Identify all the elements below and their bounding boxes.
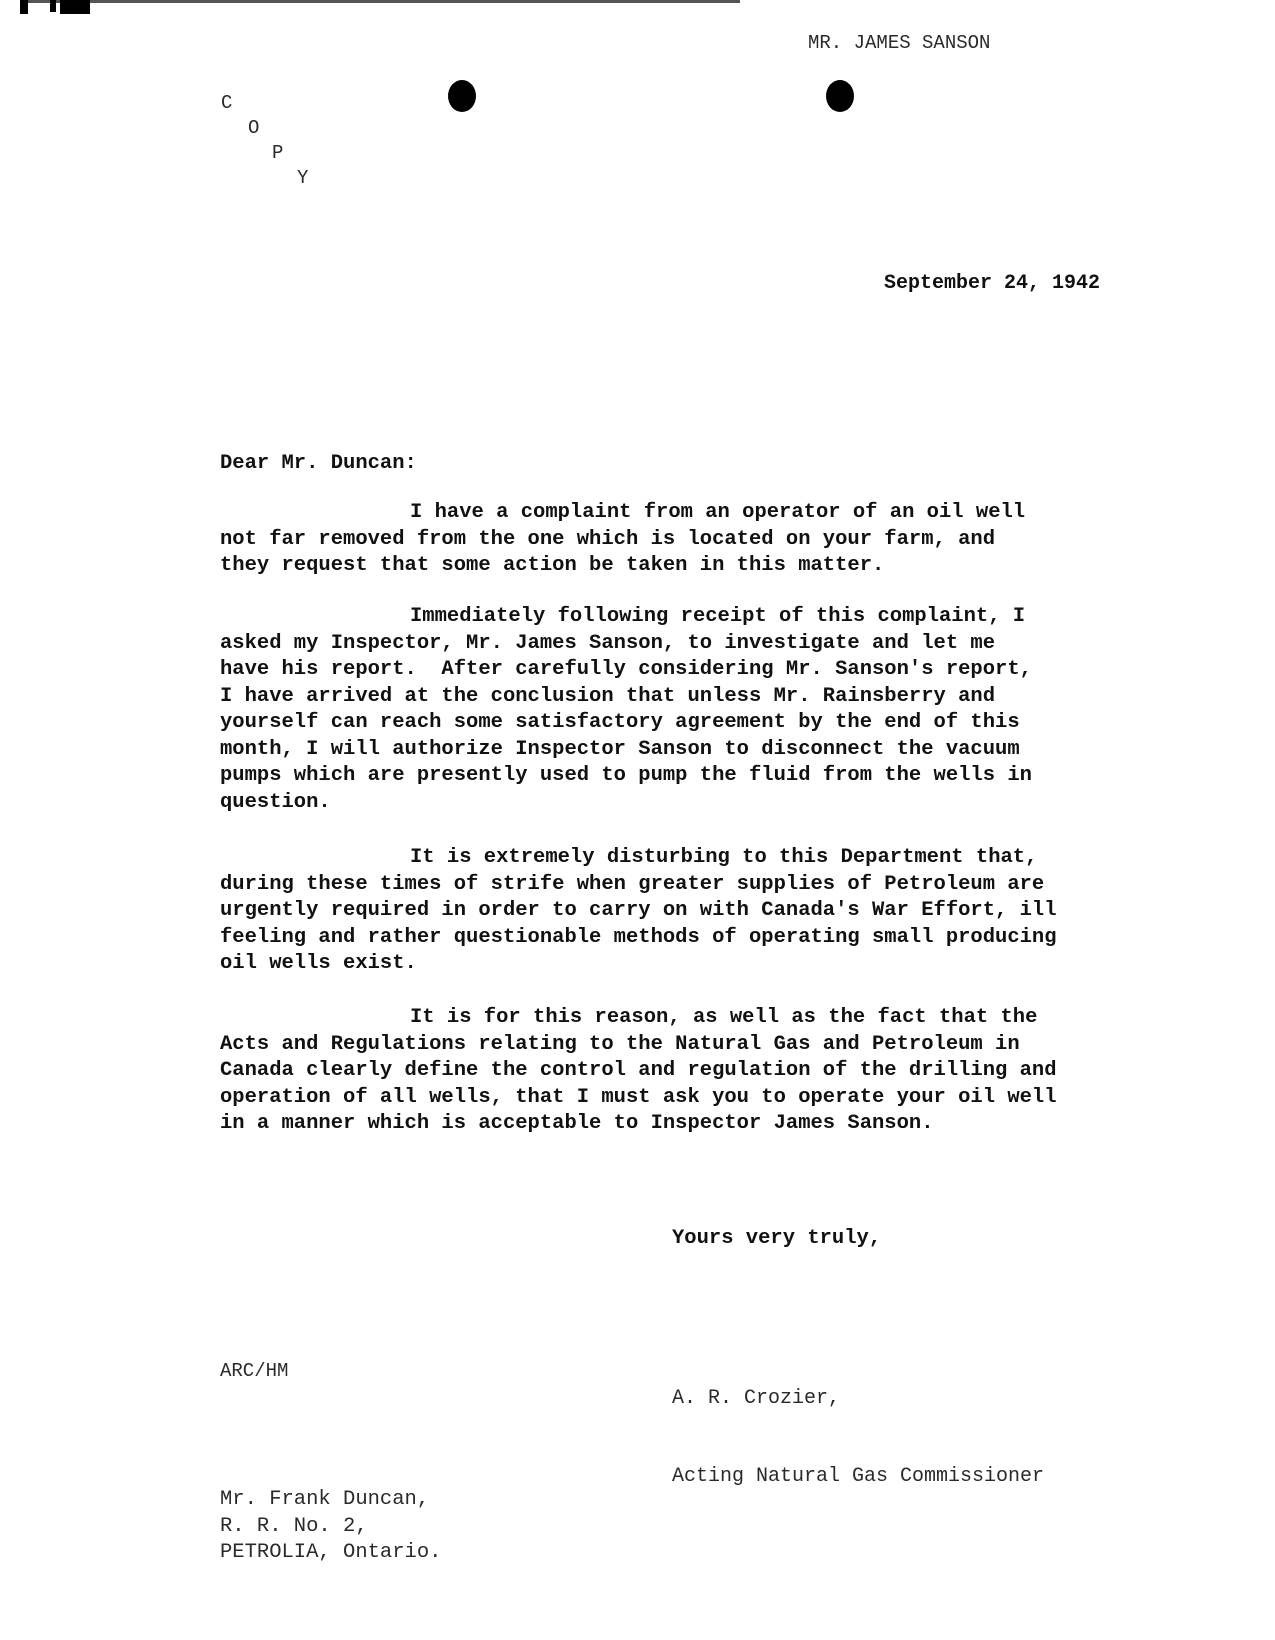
- paragraph-line: Immediately following receipt of this complaint, I: [410, 605, 1026, 628]
- address-line: R. R. No. 2,: [220, 1514, 368, 1538]
- paragraph-line: Canada clearly define the control and regulation of the drilling and: [220, 1059, 1057, 1082]
- signer-name: A. R. Crozier,: [672, 1387, 841, 1410]
- scan-top-edge: [20, 0, 740, 3]
- signature-block: [672, 1334, 1044, 1542]
- punch-hole: [448, 80, 476, 112]
- paragraph-line: yourself can reach some satisfactory agreement by the end of this: [220, 711, 1020, 734]
- paragraph-line: operation of all wells, that I must ask you to operate your oil well: [220, 1085, 1057, 1109]
- paragraph: [220, 1005, 1080, 1138]
- address-line: PETROLIA, Ontario.: [220, 1541, 442, 1564]
- scan-mark: [60, 0, 90, 14]
- scan-mark: [20, 0, 28, 14]
- copy-mark-letter: O: [248, 117, 260, 139]
- paragraph-line: Acts and Regulations relating to the Natural Gas and Petroleum in: [220, 1032, 1020, 1056]
- paragraph-line: asked my Inspector, Mr. James Sanson, to investigate and let me: [220, 631, 996, 655]
- paragraph-line: I have a complaint from an operator of an oil well: [410, 501, 1026, 524]
- paragraph-line: during these times of strife when greater supplies of Petroleum are: [220, 872, 1045, 896]
- paragraph-line: they request that some action be taken in this matter.: [220, 554, 885, 577]
- punch-hole: [826, 80, 854, 112]
- paragraph-line: feeling and rather questionable methods of operating small producing: [220, 925, 1057, 949]
- paragraph-line: in a manner which is acceptable to Inspector James Sanson.: [220, 1112, 934, 1135]
- paragraph: [220, 845, 1080, 978]
- paragraph-line: It is extremely disturbing to this Department that,: [410, 846, 1038, 869]
- paragraph-line: oil wells exist.: [220, 952, 417, 975]
- cc-recipient: MR. JAMES SANSON: [808, 32, 991, 54]
- paragraph-line: I have arrived at the conclusion that unless Mr. Rainsberry and: [220, 684, 996, 708]
- copy-mark-letter: Y: [297, 167, 309, 189]
- paragraph-line: question.: [220, 790, 331, 814]
- signer-title: Acting Natural Gas Commissioner: [672, 1465, 1045, 1488]
- recipient-address: [220, 1487, 441, 1567]
- copy-mark-letter: C: [221, 92, 233, 114]
- paragraph-line: not far removed from the one which is located on your farm, and: [220, 527, 996, 551]
- copy-mark-letter: P: [272, 142, 284, 164]
- complimentary-close: Yours very truly,: [672, 1227, 882, 1250]
- paragraph-line: have his report. After carefully considering Mr. Sanson's report,: [220, 658, 1032, 681]
- salutation: Dear Mr. Duncan:: [220, 452, 417, 475]
- scan-mark: [50, 0, 56, 12]
- paragraph-line: pumps which are presently used to pump the fluid from the wells in: [220, 764, 1032, 787]
- address-line: Mr. Frank Duncan,: [220, 1488, 430, 1511]
- paragraph-line: urgently required in order to carry on with Canada's War Effort, ill: [220, 899, 1057, 922]
- paragraph-line: month, I will authorize Inspector Sanson to disconnect the vacuum: [220, 737, 1020, 761]
- paragraph: [220, 604, 1080, 816]
- paragraph-line: It is for this reason, as well as the fact that the: [410, 1006, 1038, 1029]
- reference-initials: ARC/HM: [220, 1360, 289, 1382]
- letter-date: September 24, 1942: [883, 272, 1100, 295]
- paragraph: [220, 500, 1080, 580]
